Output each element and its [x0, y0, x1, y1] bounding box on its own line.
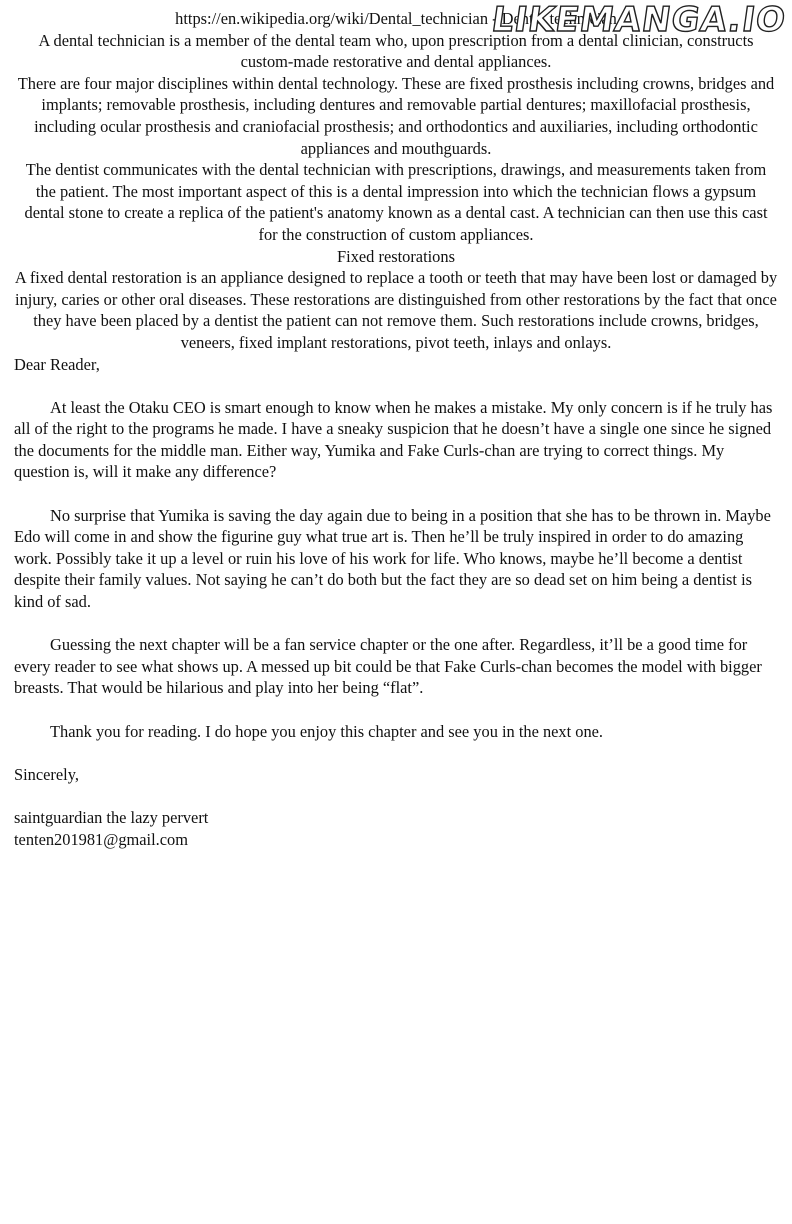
- letter-closing: Sincerely,: [14, 764, 79, 784]
- source-line: https://en.wikipedia.org/wiki/Dental_technician - Dental technician: [175, 9, 617, 28]
- signature-email: tenten201981@gmail.com: [14, 829, 188, 849]
- info-paragraph-disciplines: There are four major disciplines within dental technology. These are fixed prosthesis including crowns, bridges and implants; removable prosthesis, including dentures and removable partial dentures; maxillofacial prosthesis, including ocular prosthesis and craniofacial prosthesis; and orthodontics and auxiliaries, including orthodontic appliances and mouthguards.: [17, 73, 775, 158]
- info-section: [14, 8, 778, 354]
- paragraph-gap: [14, 483, 780, 505]
- letter-paragraph-4: Thank you for reading. I do hope you enjoy this chapter and see you in the next one.: [50, 721, 604, 741]
- letter-section: [14, 354, 780, 851]
- info-subheading: Fixed restorations: [337, 246, 455, 266]
- paragraph-gap: [14, 375, 780, 397]
- info-paragraph-definition: A dental technician is a member of the dental team who, upon prescription from a dental clinician, constructs custom-made restorative and dental appliances.: [38, 30, 754, 72]
- paragraph-gap: [14, 613, 780, 635]
- signature-name: saintguardian the lazy pervert: [14, 807, 209, 827]
- info-paragraph-fixed-restorations: A fixed dental restoration is an appliance designed to replace a tooth or teeth that may have been lost or damaged by injury, caries or other oral diseases. These restorations are distinguished from other restorations by the fact that once they have been placed by a dentist the patient can not remove them. Such restorations include crowns, bridges, veneers, fixed implant restorations, pivot teeth, inlays and onlays.: [14, 268, 778, 352]
- paragraph-gap: [14, 742, 780, 764]
- site-watermark-logo: LIKEMANGA.IO: [489, 0, 789, 40]
- info-paragraph-impressions: The dentist communicates with the dental technician with prescriptions, drawings, and measurements taken from the patient. The most important aspect of this is a dental impression into which the technician flows a gypsum dental stone to create a replica of the patient's anatomy known as a dental cast. A technician can then use this cast for the construction of custom appliances.: [24, 160, 768, 244]
- letter-salutation: Dear Reader,: [14, 354, 100, 374]
- letter-paragraph-1: At least the Otaku CEO is smart enough to know when he makes a mistake. My only concern is if he truly has all of the right to the programs he made. I have a sneaky suspicion that he doesn’t have a single one since he signed the documents for the middle man. Either way, Yumika and Fake Curls-chan are trying to correct things. My question is, will it make any difference?: [14, 397, 773, 482]
- paragraph-gap: [14, 785, 780, 807]
- letter-paragraph-3: Guessing the next chapter will be a fan service chapter or the one after. Regardless, it’ll be a good time for every reader to see what shows up. A messed up bit could be that Fake Curls-chan becomes the model with bigger breasts. That would be hilarious and play into her being “flat”.: [14, 635, 762, 698]
- document-page: [0, 8, 792, 850]
- paragraph-gap: [14, 699, 780, 721]
- letter-paragraph-2: No surprise that Yumika is saving the day again due to being in a position that she has to be thrown in. Maybe Edo will come in and show the figurine guy what true art is. Then he’ll be truly inspired in order to do amazing work. Possibly take it up a level or ruin his love of his work for life. Who knows, maybe he’ll become a dentist despite their family values. Not saying he can’t do both but the fact they are so dead set on him being a dentist is kind of sad.: [14, 505, 771, 612]
